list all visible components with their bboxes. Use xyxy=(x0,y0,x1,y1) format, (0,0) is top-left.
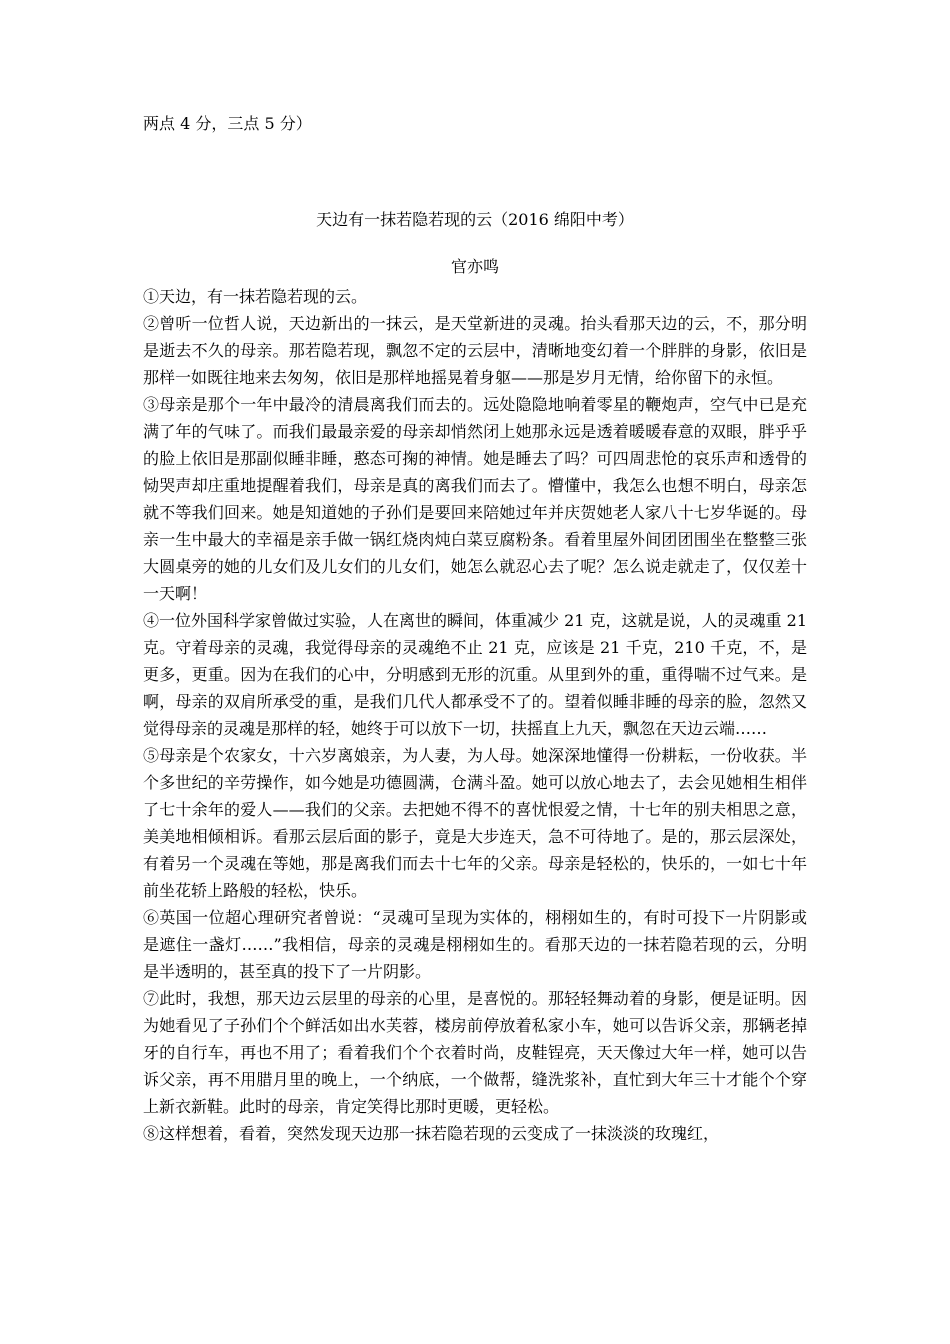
paragraph-5: ⑤母亲是个农家女，十六岁离娘亲，为人妻，为人母。她深深地懂得一份耕耘，一份收获。半个多世纪的辛劳操作，如今她是功德圆满，仓满斗盈。她可以放心地去了，去会见她相生相伴了七十余年的爱人——我们的父亲。去把她不得不的喜忧恨爱之情，十七年的别夫相思之意，美美地相倾相诉。看那云层后面的影子，竟是大步连天，急不可待地了。是的，那云层深处，有着另一个灵魂在等她，那是离我们而去十七年的父亲。母亲是轻松的，快乐的，一如七十年前坐花轿上路般的轻松，快乐。 xyxy=(143,746,807,900)
paragraph-3: ③母亲是那个一年中最冷的清晨离我们而去的。远处隐隐地响着零星的鞭炮声，空气中已是充满了年的气味了。而我们最最亲爱的母亲却悄然闭上她那永远是透着暖暖春意的双眼，胖乎乎的脸上依旧是那副似睡非睡，憨态可掬的神情。她是睡去了吗？可四周悲怆的哀乐声和透骨的恸哭声却庄重地提醒着我们，母亲是真的离我们而去了。懵懂中，我怎么也想不明白，母亲怎就不等我们回来。她是知道她的子孙们是要回来陪她过年并庆贺她老人家八十七岁华诞的。母亲一生中最大的幸福是亲手做一锅红烧肉炖白菜豆腐粉条。看着里屋外间团团围坐在整整三张大圆桌旁的她的儿女们及儿女们的儿女们，她怎么就忍心去了呢？怎么说走就走了，仅仅差十一天啊！ xyxy=(143,395,807,603)
paragraph-8: ⑧这样想着，看着，突然发现天边那一抹若隐若现的云变成了一抹淡淡的玫瑰红， xyxy=(143,1124,720,1143)
paragraph-2: ②曾听一位哲人说，天边新出的一抹云，是天堂新进的灵魂。抬头看那天边的云，不，那分明是逝去不久的母亲。那若隐若现，飘忽不定的云层中，清晰地变幻着一个胖胖的身影，依旧是那样一如既往地来去匆匆，依旧是那样地摇晃着身躯——那是岁月无情，给你留下的永恒。 xyxy=(143,314,807,387)
article-title: 天边有一抹若隐若现的云（2016 绵阳中考） xyxy=(316,210,634,229)
paragraph-6: ⑥英国一位超心理研究者曾说：“灵魂可呈现为实体的，栩栩如生的，有时可投下一片阴影或是遮住一盏灯……”我相信，母亲的灵魂是栩栩如生的。看那天边的一抹若隐若现的云，分明是半透明的，甚至真的投下了一片阴影。 xyxy=(143,908,807,981)
paragraph-1: ①天边，有一抹若隐若现的云。 xyxy=(143,287,368,306)
previous-question-scoring-line: 两点 4 分，三点 5 分） xyxy=(143,114,312,133)
paragraph-7: ⑦此时，我想，那天边云层里的母亲的心里，是喜悦的。那轻轻舞动着的身影，便是证明。因为她看见了子孙们个个鲜活如出水芙蓉，楼房前停放着私家小车，她可以告诉父亲，那辆老掉牙的自行车，再也不用了；看着我们个个衣着时尚，皮鞋锃亮，天天像过大年一样，她可以告诉父亲，再不用腊月里的晚上，一个纳底，一个做帮，缝洗浆补，直忙到大年三十才能个个穿上新衣新鞋。此时的母亲，肯定笑得比那时更暖，更轻松。 xyxy=(143,989,807,1116)
article-author: 官亦鸣 xyxy=(450,257,499,276)
article-body xyxy=(143,283,807,1147)
paragraph-4: ④一位外国科学家曾做过实验，人在离世的瞬间，体重减少 21 克，这就是说，人的灵魂重 21 克。守着母亲的灵魂，我觉得母亲的灵魂绝不止 21 克，应该是 21 千克，210 千克，不，是更多，更重。因为在我们的心中，分明感到无形的沉重。从里到外的重，重得喘不过气来。是啊，母亲的双肩所承受的重，是我们几代人都承受不了的。望着似睡非睡的母亲的脸，忽然又觉得母亲的灵魂是那样的轻，她终于可以放下一切，扶摇直上九天，飘忽在天边云端…… xyxy=(143,611,807,738)
